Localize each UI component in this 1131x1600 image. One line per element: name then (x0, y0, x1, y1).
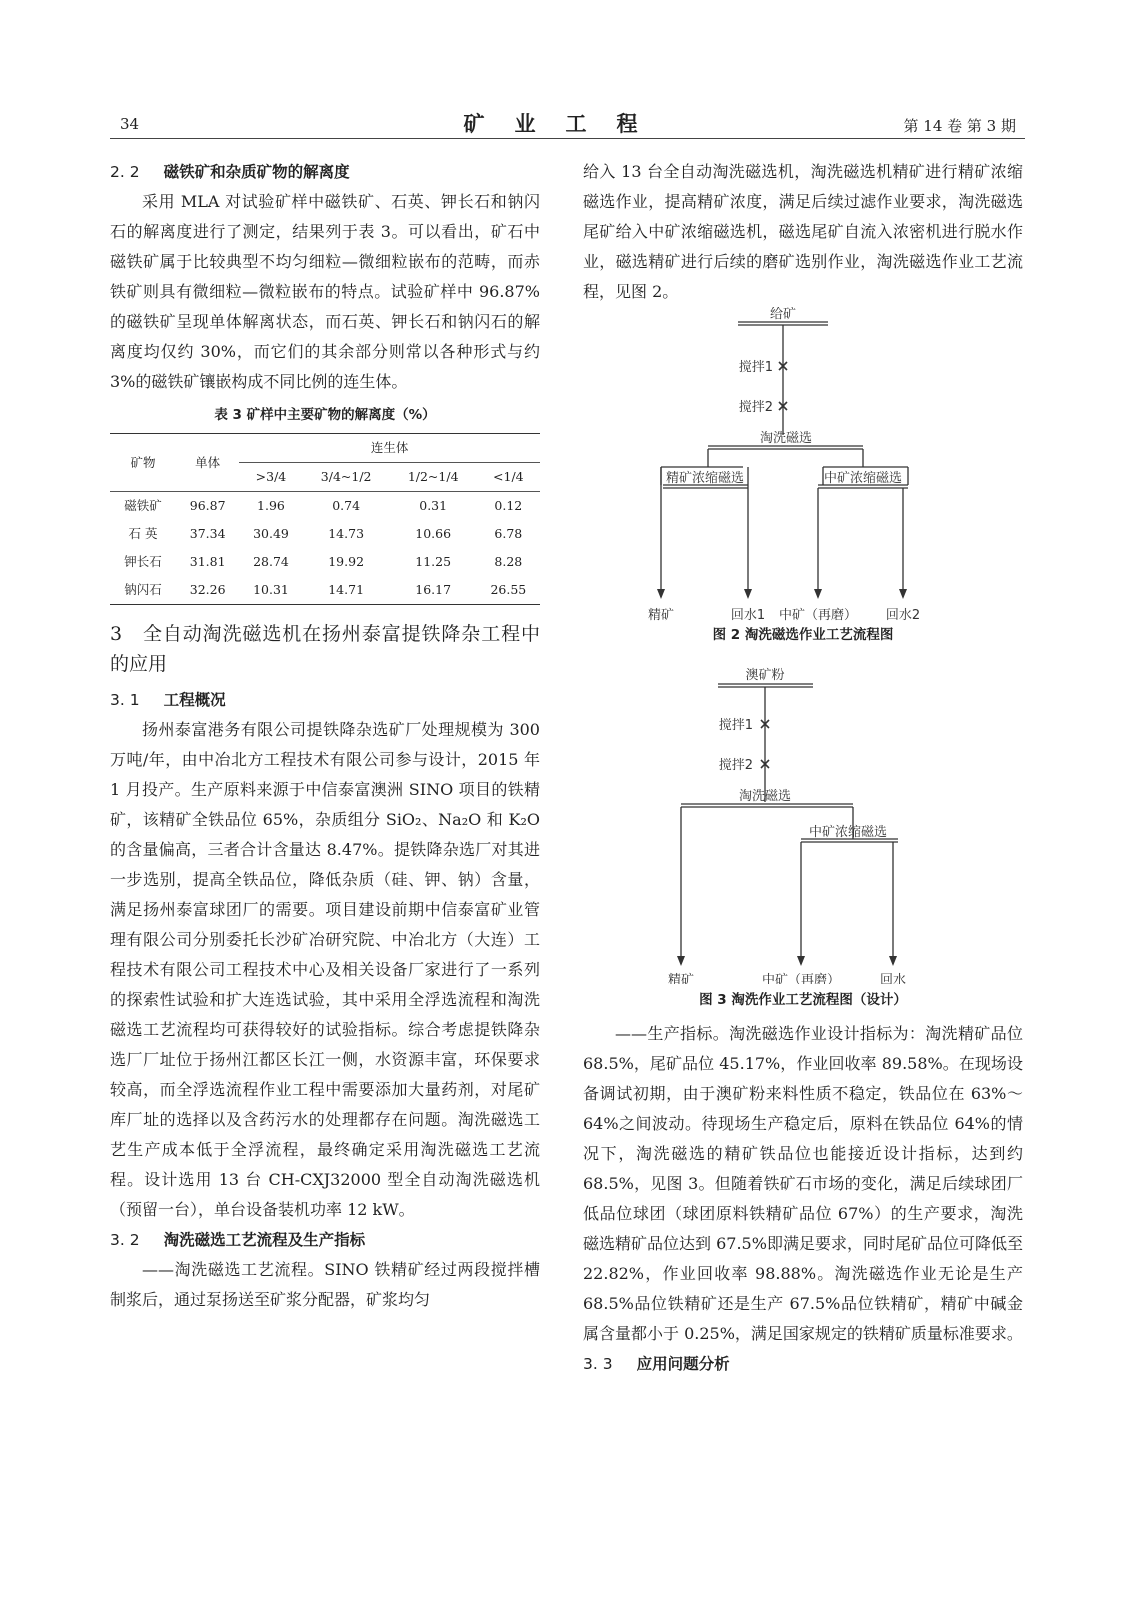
fig3-stir1-label: 搅拌1 (718, 718, 753, 733)
section-number: 3. 3 (583, 1355, 613, 1373)
fig2-output-label: 中矿（再磨） (778, 608, 858, 623)
figure-3 (583, 664, 1023, 1019)
section-number: 3 (110, 623, 123, 645)
fig2-wash-label: 淘洗磁选 (759, 431, 813, 446)
figure-2-flowchart (583, 307, 1023, 627)
section-title: 磁铁矿和杂质矿物的解离度 (163, 163, 350, 181)
table-cell: 10.31 (239, 576, 302, 605)
table-cell: 0.31 (419, 498, 448, 513)
section-title: 工程概况 (163, 691, 226, 709)
fig2-stir2-label: 搅拌2 (738, 400, 773, 415)
section-3-1-paragraph: 扬州泰富港务有限公司提铁降杂选矿厂处理规模为 300 万吨/年，由中冶北方工程技术有限公司参与设计，2015 年 1 月投产。生产原料来源于中信泰富澳洲 SINO 项目的铁精矿，该精矿全铁品位 65%，杂质组分 SiO₂、Na₂O 和 K₂O 的含量偏高，三者合计含量达 8.47%。提铁降杂选厂对其进一步选别，提高全铁品位，降低杂质（硅、钾、钠）含量，满足扬州泰富球团厂的需要。项目建设前期中信泰富矿业管理有限公司分别委托长沙矿冶研究院、中冶北方（大连）工程技术有限公司工程技术中心及相关设备厂家进行了一系列的探索性试验和扩大连选试验，其中采用全浮选流程和淘洗磁选工艺流程均可获得较好的试验指标。综合考虑提铁降杂选厂厂址位于扬州江都区长江一侧，水资源丰富，环保要求较高，而全浮选流程作业工程中需要添加大量药剂，对尾矿库厂址的选择以及含药污水的处理都存在问题。淘洗磁选工艺生产成本低于全浮流程，最终确定采用淘洗磁选工艺流程。设计选用 13 台 CH-CXJ32000 型全自动淘洗磁选机（预留一台），单台设备装机功率 12 kW。 (110, 720, 540, 1219)
journal-title: 矿业工程 (463, 112, 668, 136)
table-header-single: 单体 (176, 434, 239, 492)
table-3 (110, 433, 540, 605)
section-number: 3. 1 (110, 691, 140, 709)
table-cell: 14.73 (328, 526, 365, 541)
left-column (110, 157, 540, 1315)
section-3-1-heading (110, 685, 540, 715)
section-title: 应用问题分析 (636, 1355, 730, 1373)
fig2-mid-mag-label: 中矿浓缩磁选 (823, 471, 903, 486)
table-subheader: >3/4 (239, 463, 302, 492)
table-cell: 石 英 (128, 526, 158, 541)
right-column (583, 157, 1023, 1379)
table-3-caption: 表 3 矿样中主要矿物的解离度（%） (214, 407, 436, 423)
table-cell: 1.96 (257, 498, 285, 513)
table-row (110, 520, 540, 548)
section-3-3-heading (583, 1349, 1023, 1379)
fig2-output-label: 精矿 (647, 608, 675, 623)
figure-3-caption: 图 3 淘洗作业工艺流程图（设计） (699, 992, 907, 1008)
table-cell: 10.66 (415, 526, 452, 541)
section-number: 2. 2 (110, 163, 140, 181)
fig3-mid-mag-label: 中矿浓缩磁选 (808, 825, 888, 840)
table-subheader: 1/2~1/4 (390, 463, 477, 492)
fig3-output-label: 中矿（再磨） (761, 973, 841, 984)
fig2-stir1-label: 搅拌1 (738, 360, 773, 375)
table-header-mineral: 矿物 (110, 434, 176, 492)
table-row (110, 492, 540, 521)
figure-3-flowchart (583, 664, 1023, 984)
table-cell: 钾长石 (124, 554, 162, 569)
table-cell: 11.25 (415, 554, 452, 569)
table-cell: 30.49 (253, 526, 289, 541)
fig3-stir2-label: 搅拌2 (718, 758, 753, 773)
fig3-output-label: 回水 (879, 973, 907, 984)
fig3-wash-label: 淘洗磁选 (738, 789, 792, 804)
table-cell: 0.74 (332, 498, 361, 513)
section-3-heading (110, 619, 540, 679)
table-cell: 37.34 (189, 526, 226, 541)
figure-2-caption: 图 2 淘洗磁选作业工艺流程图 (712, 627, 894, 643)
table-subheader: 3/4~1/2 (303, 463, 390, 492)
table-cell: 14.71 (303, 576, 390, 605)
section-3-2-paragraph-1-continued: 给入 13 台全自动淘洗磁选机，淘洗磁选机精矿进行精矿浓缩磁选作业，提高精矿浓度，满足后续过滤作业要求，淘洗磁选尾矿给入中矿浓缩磁选机，磁选尾矿自流入浓密机进行脱水作业，磁选精矿进行后续的磨矿选别作业，淘洗磁选作业工艺流程，见图 2。 (583, 162, 1023, 301)
table-cell: 31.81 (189, 554, 226, 569)
fig2-conc-mag-label: 精矿浓缩磁选 (665, 471, 745, 486)
table-cell: 0.12 (494, 498, 523, 513)
table-cell: 16.17 (390, 576, 477, 605)
section-3-2-paragraph-1: ——淘洗磁选工艺流程。SINO 铁精矿经过两段搅拌槽制浆后，通过泵扬送至矿浆分配器，矿浆均匀 (110, 1260, 540, 1309)
table-cell: 96.87 (189, 498, 226, 513)
section-3-2-heading (110, 1225, 540, 1255)
fig3-output-label: 精矿 (667, 973, 695, 984)
table-cell: 6.78 (494, 526, 523, 541)
section-title: 淘洗磁选工艺流程及生产指标 (163, 1231, 366, 1249)
table-row (110, 548, 540, 576)
section-number: 3. 2 (110, 1231, 140, 1249)
section-2-2-heading (110, 157, 540, 187)
table-subheader: <1/4 (477, 463, 540, 492)
section-2-2-paragraph: 采用 MLA 对试验矿样中磁铁矿、石英、钾长石和钠闪石的解离度进行了测定，结果列于表 3。可以看出，矿石中磁铁矿属于比较典型不均匀细粒—微细粒嵌布的范畴，而赤铁矿则具有微细粒—微粒嵌布的特点。试验矿样中 96.87%的磁铁矿呈现单体解离状态，而石英、钾长石和钠闪石的解离度均仅约 30%，而它们的其余部分则常以各种形式与约 3%的磁铁矿镶嵌构成不同比例的连生体。 (110, 192, 540, 391)
table-cell: 19.92 (328, 554, 365, 569)
table-cell: 26.55 (477, 576, 540, 605)
issue-info: 第 14 卷 第 3 期 (903, 117, 1016, 135)
fig2-output-label: 回水2 (885, 608, 921, 623)
table-cell: 钠闪石 (110, 576, 176, 605)
figure-2 (583, 307, 1023, 652)
page-number: 34 (120, 115, 140, 133)
section-title: 全自动淘洗磁选机在扬州泰富提铁降杂工程中的应用 (110, 623, 540, 675)
table-cell: 磁铁矿 (124, 498, 162, 513)
table-cell: 32.26 (176, 576, 239, 605)
fig2-feed-label: 给矿 (769, 307, 797, 322)
fig3-feed-label: 澳矿粉 (745, 668, 785, 683)
section-3-2-paragraph-2: ——生产指标。淘洗磁选作业设计指标为：淘洗精矿品位 68.5%，尾矿品位 45.17%，作业回收率 89.58%。在现场设备调试初期，由于澳矿粉来料性质不稳定，铁品位在 63%～64%之间波动。待现场生产稳定后，原料在铁品位 64%的情况下，淘洗磁选的精矿铁品位也能接近设计指标，达到约 68.5%，见图 3。但随着铁矿石市场的变化，满足后续球团厂低品位球团（球团原料铁精矿品位 67%）的生产要求，淘洗磁选精矿品位达到 67.5%即满足要求，同时尾矿品位可降低至 22.82%，作业回收率 98.88%。淘洗磁选作业无论是生产 68.5%品位铁精矿还是生产 67.5%品位铁精矿，精矿中碱金属含量都小于 0.25%，满足国家规定的铁精矿质量标准要求。 (583, 1024, 1023, 1343)
table-row (110, 576, 540, 605)
table-cell: 8.28 (494, 554, 523, 569)
table-header-intergrowth: 连生体 (239, 434, 540, 463)
table-cell: 28.74 (253, 554, 289, 569)
header-rule (110, 138, 1025, 139)
fig2-output-label: 回水1 (730, 608, 766, 623)
